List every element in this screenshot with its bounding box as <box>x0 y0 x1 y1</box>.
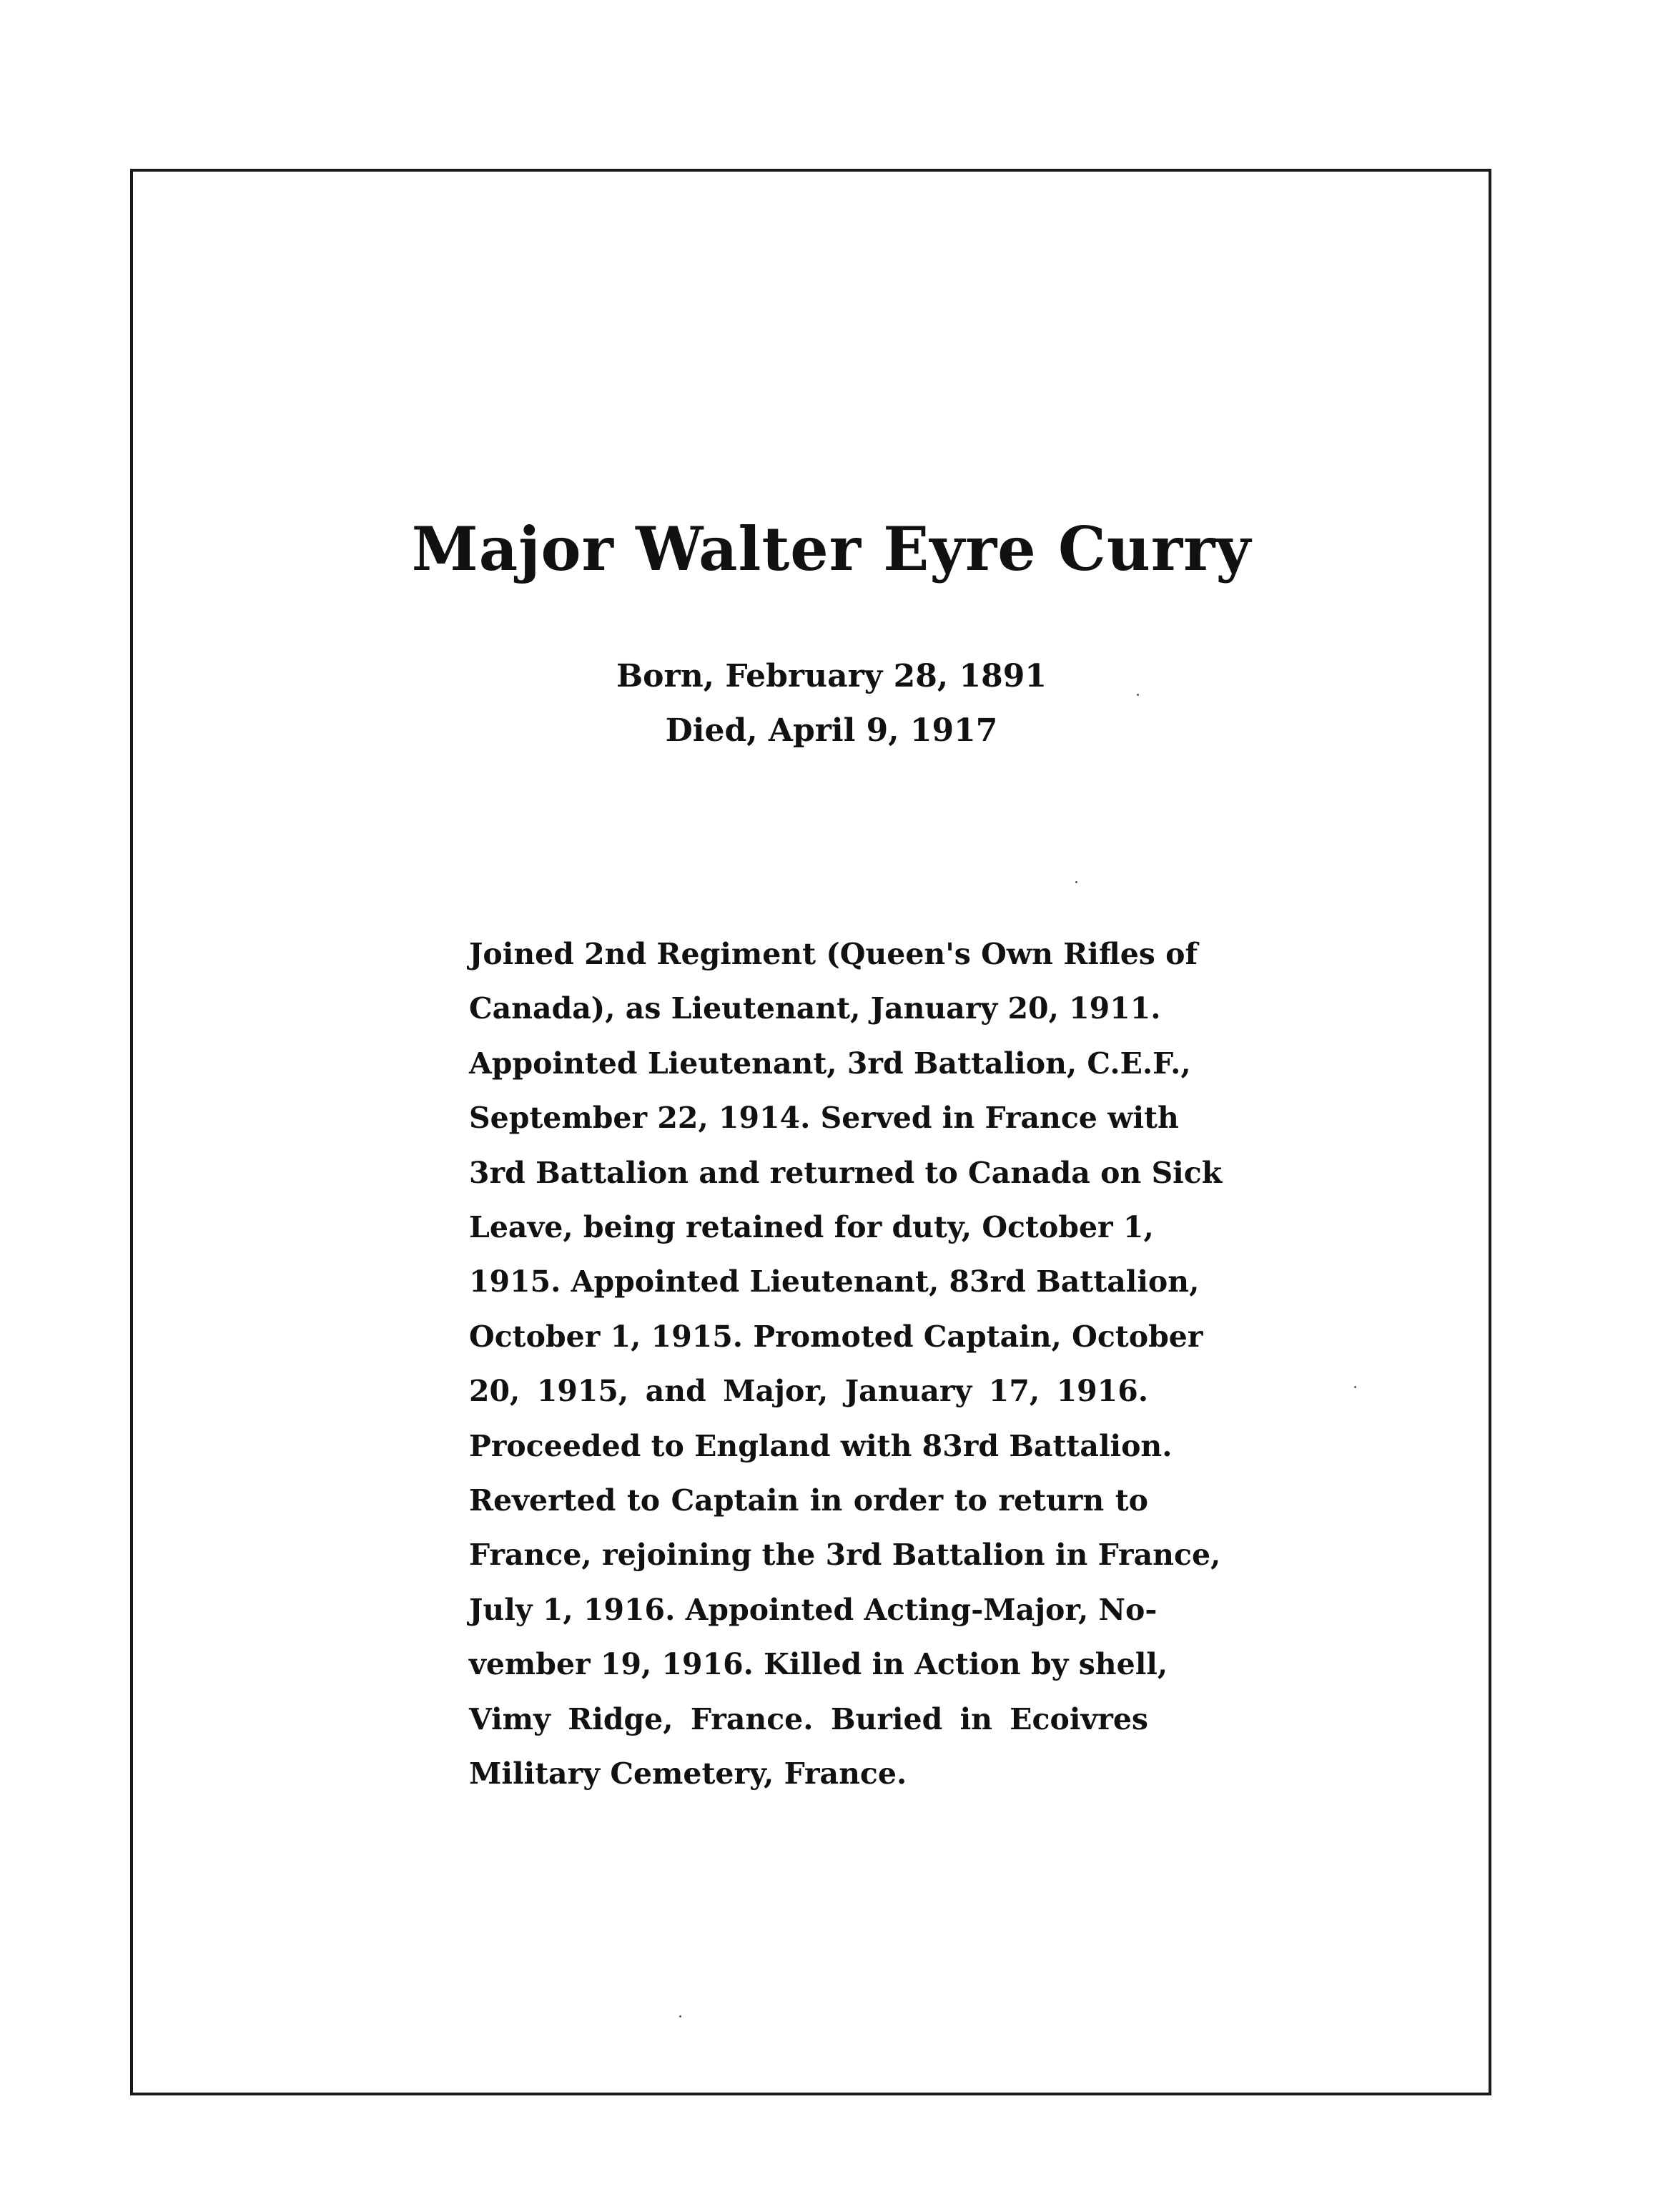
biography-line: Military Cemetery, France. <box>469 1756 907 1791</box>
scan-speck <box>679 2015 681 2017</box>
scan-speck <box>1075 881 1077 883</box>
biography-line: Leave, being retained for duty, October 1, <box>469 1210 1154 1245</box>
scan-speck <box>1137 694 1139 696</box>
scan-speck <box>1354 1386 1356 1388</box>
life-dates <box>0 649 1663 758</box>
biography-line: vember 19, 1916. Killed in Action by shell, <box>469 1647 1168 1682</box>
biography-line: September 22, 1914. Served in France with <box>469 1101 1179 1136</box>
page-title: Major Walter Eyre Curry <box>411 513 1252 584</box>
biography-paragraph <box>469 927 1223 1801</box>
biography-line: Reverted to Captain in order to return to <box>469 1483 1148 1518</box>
biography-line: 3rd Battalion and returned to Canada on Sick <box>469 1155 1223 1190</box>
biography-line: France, rejoining the 3rd Battalion in France, <box>469 1538 1221 1573</box>
biography-line: Proceeded to England with 83rd Battalion. <box>469 1428 1173 1463</box>
biography-line: Appointed Lieutenant, 3rd Battalion, C.E.F., <box>469 1046 1191 1081</box>
birth-date: Born, February 28, 1891 <box>616 658 1047 694</box>
biography-line: Joined 2nd Regiment (Queen's Own Rifles of <box>469 937 1198 971</box>
biography-line: Vimy Ridge, France. Buried in Ecoivres <box>469 1701 1148 1736</box>
biography-line: 1915. Appointed Lieutenant, 83rd Battalion, <box>469 1264 1200 1299</box>
biography-line: October 1, 1915. Promoted Captain, October <box>469 1319 1203 1354</box>
biography-line: July 1, 1916. Appointed Acting-Major, No- <box>469 1592 1158 1627</box>
death-date: Died, April 9, 1917 <box>665 712 998 749</box>
biography-line: Canada), as Lieutenant, January 20, 1911. <box>469 991 1161 1026</box>
biography-line: 20, 1915, and Major, January 17, 1916. <box>469 1374 1148 1409</box>
